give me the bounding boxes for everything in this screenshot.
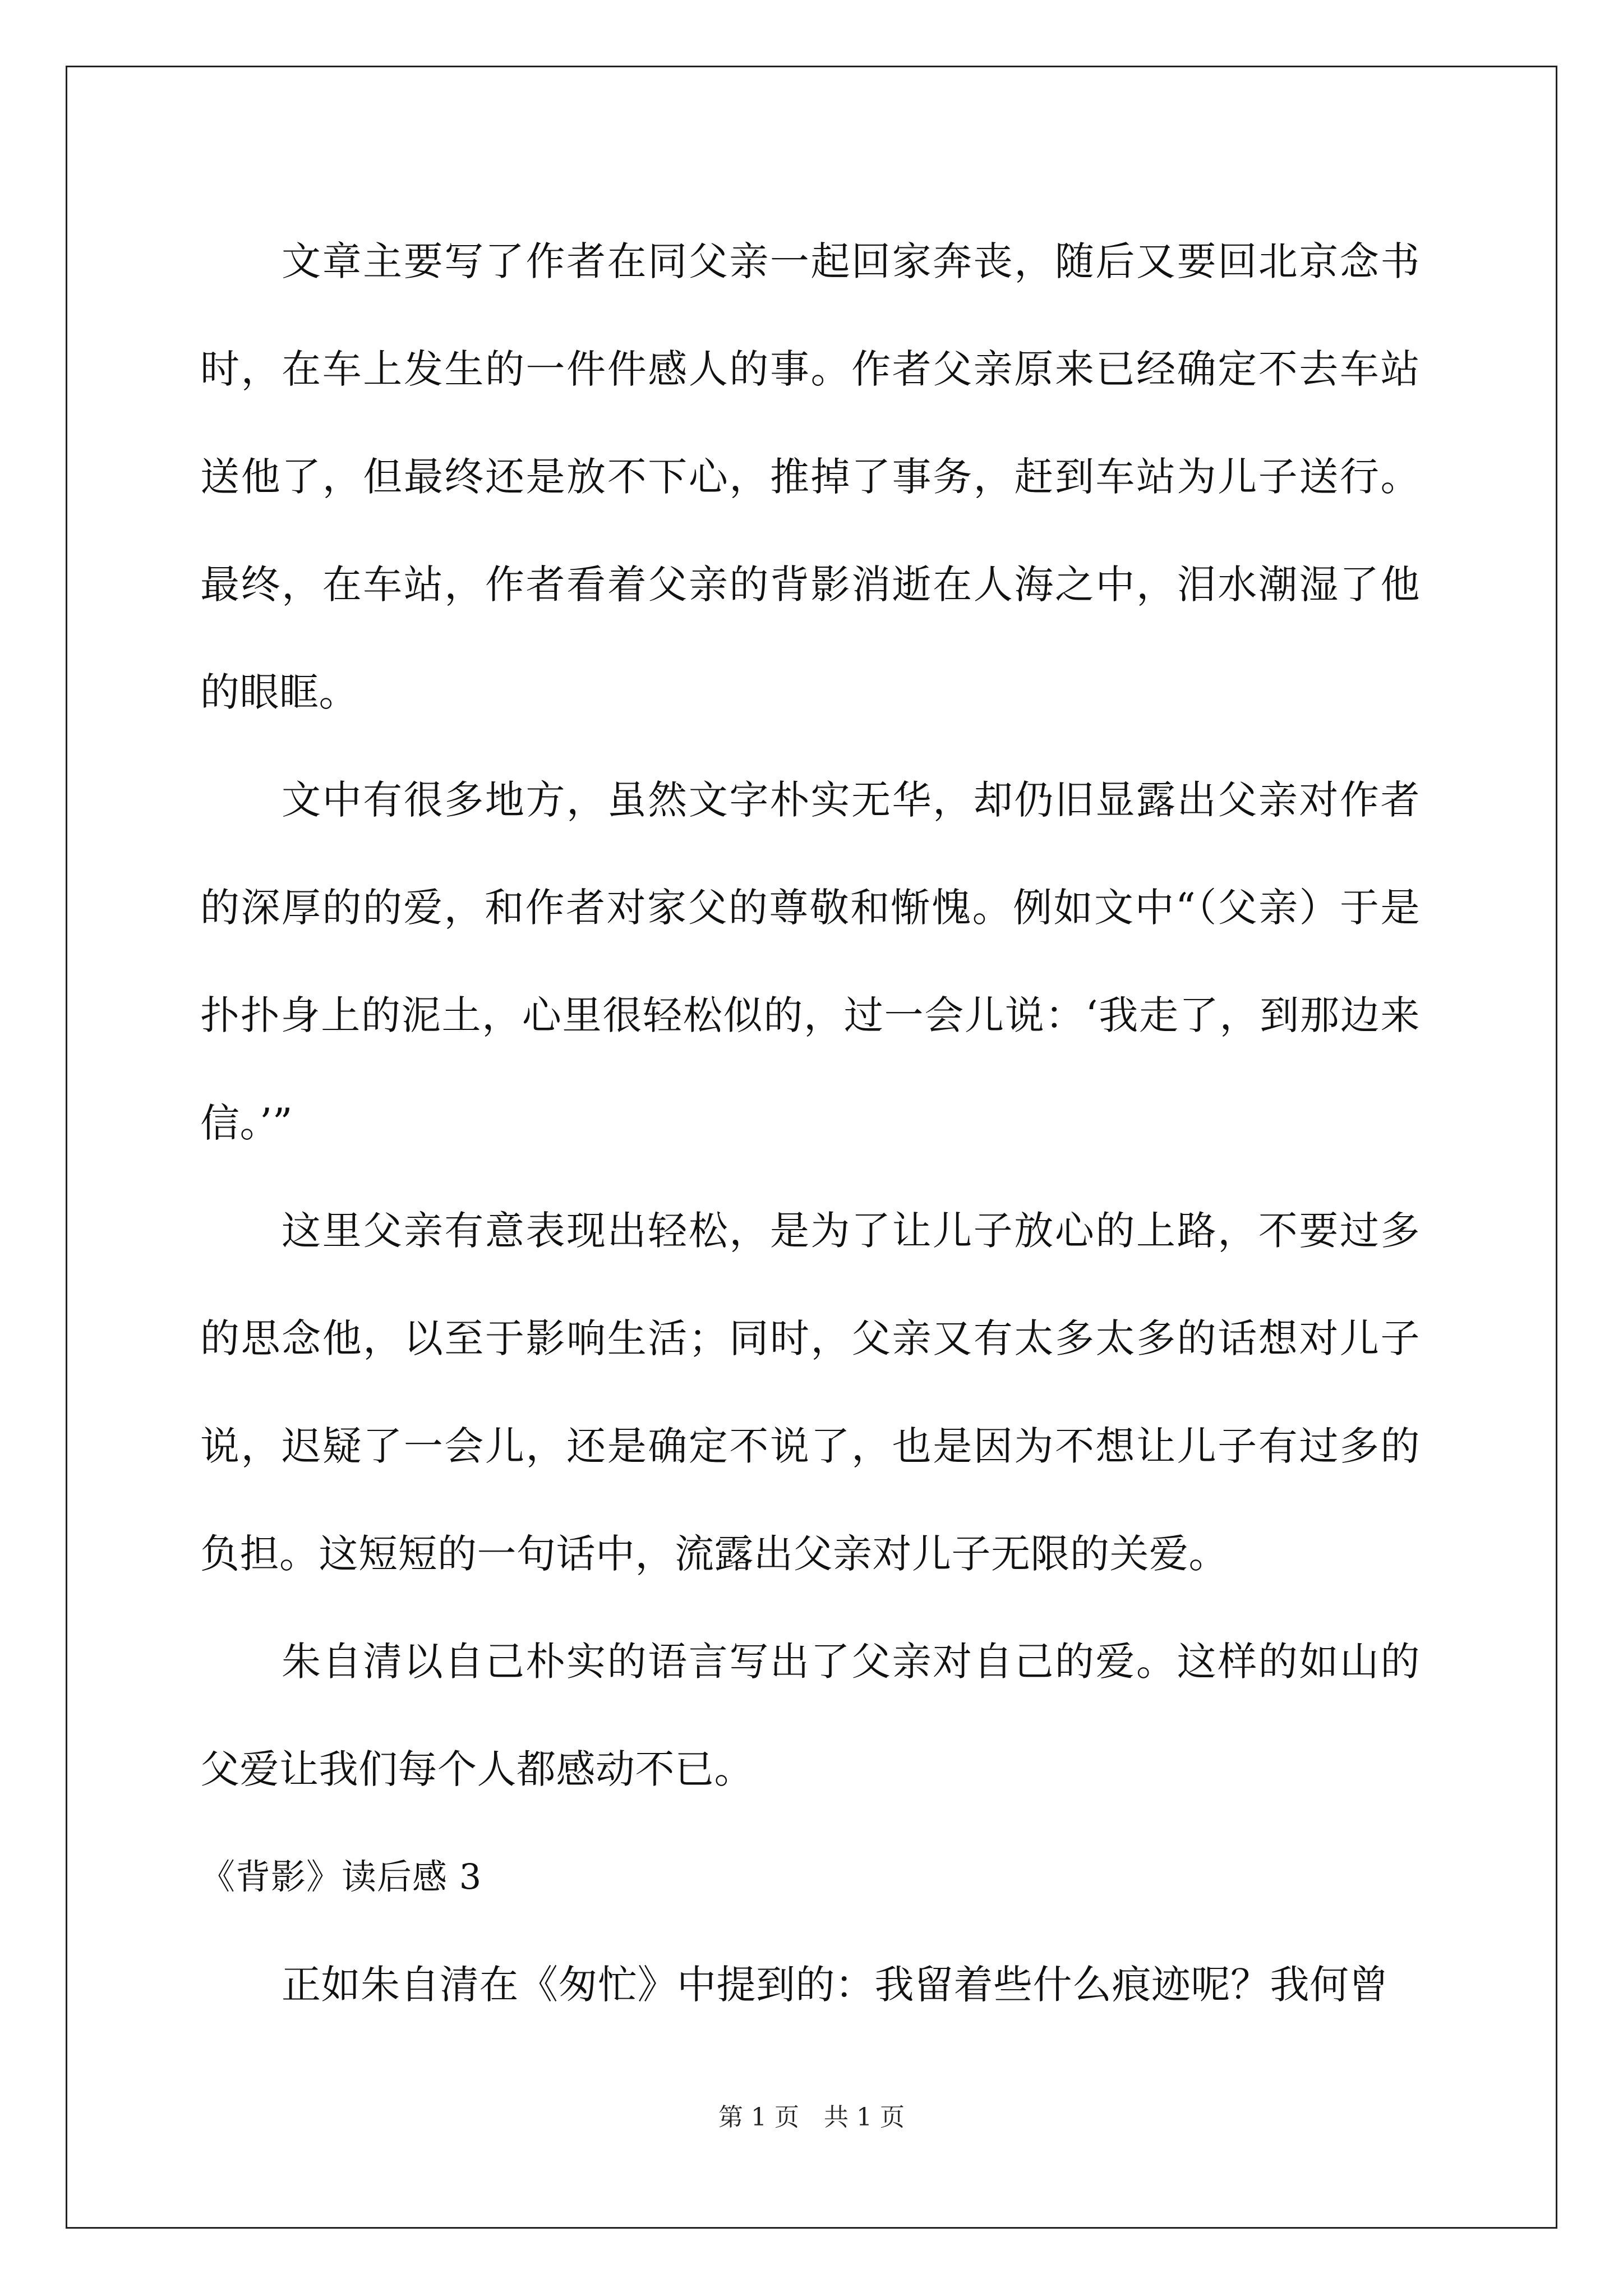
paragraph-1: 文章主要写了作者在同父亲一起回家奔丧，随后又要回北京念书时，在车上发生的一件件感人的事。作者父亲原来已经确定不去车站送他了，但最终还是放不下心，推掉了事务，赶到车站为儿子送行。最终，在车站，作者看着父亲的背影消逝在人海之中，泪水潮湿了他的眼眶。 xyxy=(200,238,1420,715)
page-footer: 第 1 页 共 1 页 xyxy=(718,2103,905,2132)
paragraph-3: 这里父亲有意表现出轻松，是为了让儿子放心的上路，不要过多的思念他，以至于影响生活；同时，父亲又有太多太多的话想对儿子说，迟疑了一会儿，还是确定不说了，也是因为不想让儿子有过多的负担。这短短的一句话中，流露出父亲对儿子无限的关爱。 xyxy=(200,1208,1420,1577)
paragraph-5: 正如朱自清在《匆忙》中提到的：我留着些什么痕迹呢？我何曾 xyxy=(282,1962,1389,2008)
section-heading: 《背影》读后感 3 xyxy=(200,1856,482,1897)
document-body xyxy=(200,208,1420,2039)
paragraph-4: 朱自清以自己朴实的语言写出了父亲对自己的爱。这样的如山的父爱让我们每个人都感动不已。 xyxy=(200,1639,1420,1792)
paragraph-2: 文中有很多地方，虽然文字朴实无华，却仍旧显露出父亲对作者的深厚的的爱，和作者对家父的尊敬和惭愧。例如文中“（父亲）于是扑扑身上的泥土，心里很轻松似的，过一会儿说：‘我走了，到那边来信。’” xyxy=(200,777,1420,1146)
